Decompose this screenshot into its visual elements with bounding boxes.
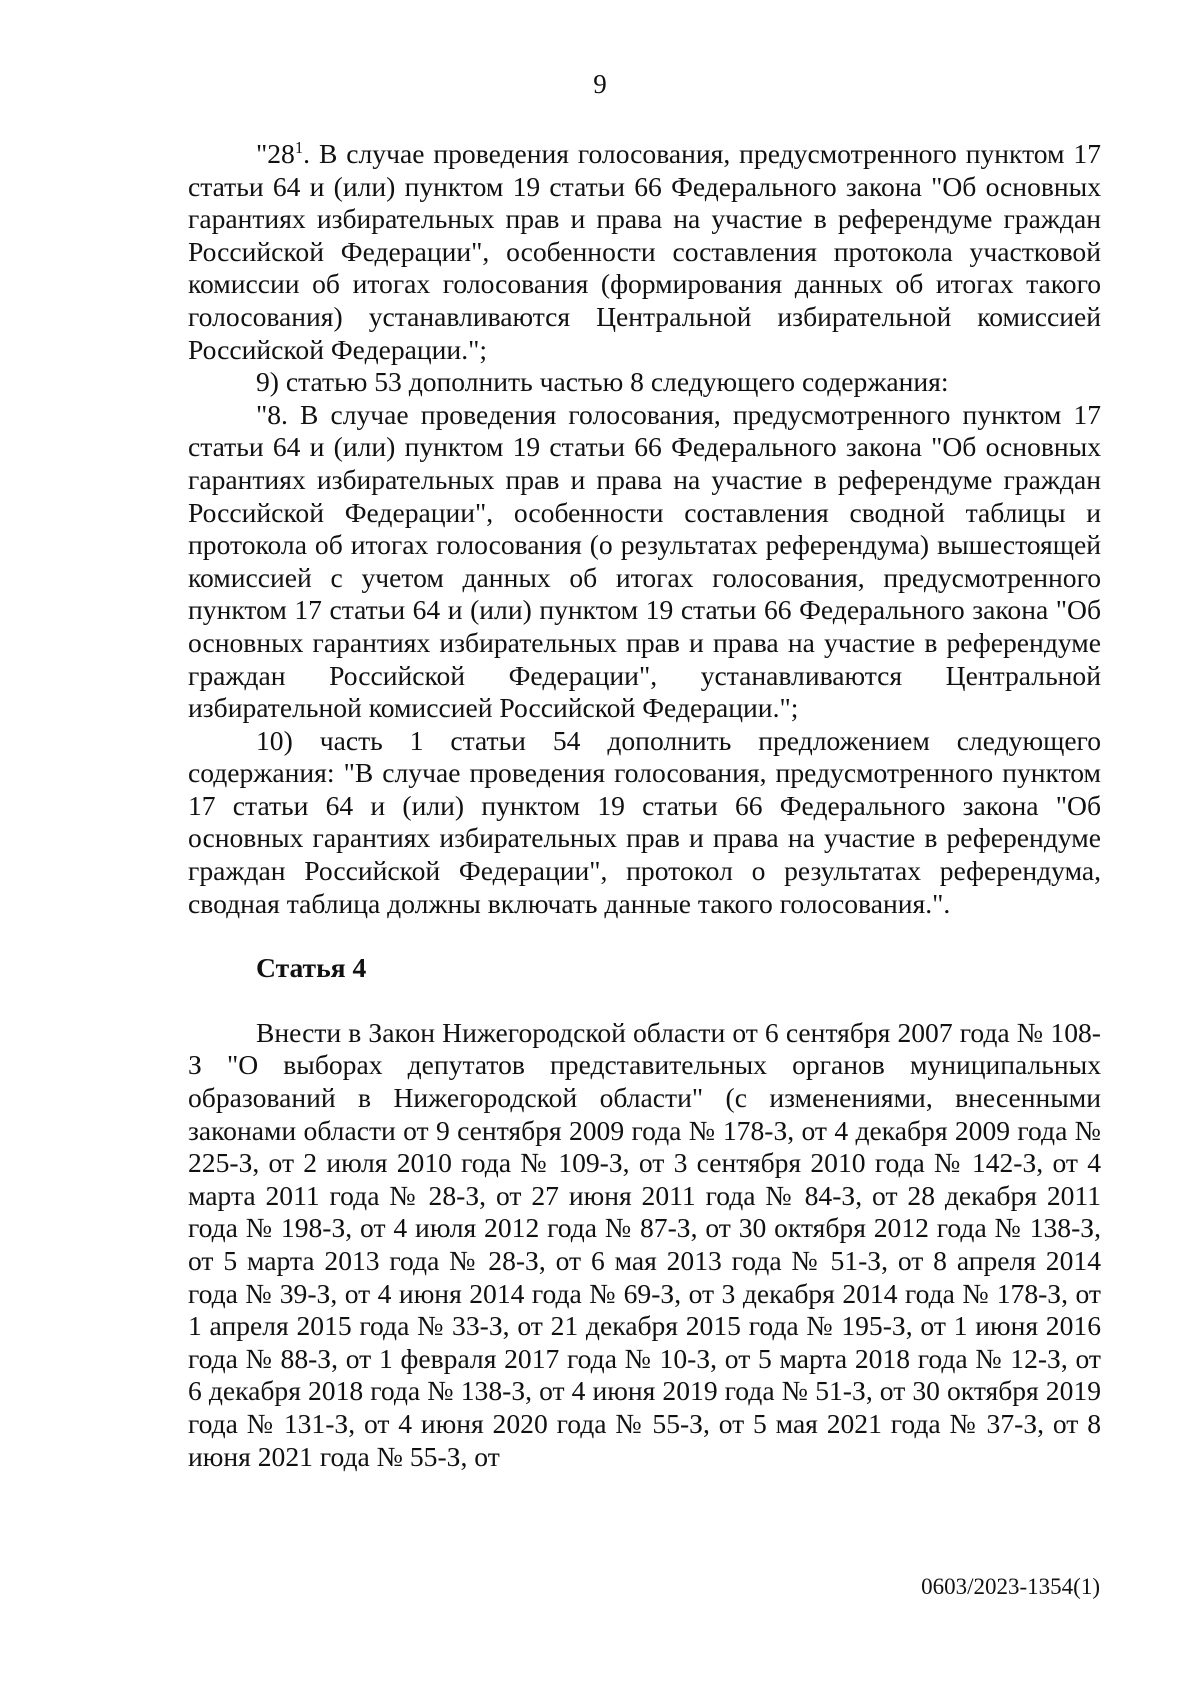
paragraph-part-8: "8. В случае проведения голосования, предусмотренного пунктом 17 статьи 64 и (или) пунктом 19 статьи 66 Федерального закона "Об основных гарантиях избирательных прав и права на участие в референдуме граждан Российской Федерации", особенности составления сводной таблицы и протокола об итогах голосования (о результатах референдума) вышестоящей комиссией с учетом данных об итогах голосования, предусмотренного пунктом 17 статьи 64 и (или) пунктом 19 статьи 66 Федерального закона "Об основных гарантиях избирательных прав и права на участие в референдуме граждан Российской Федерации", устанавливаются Центральной избирательной комиссией Российской Федерации."; (188, 398, 1101, 724)
paragraph-prefix: "28 (256, 138, 295, 169)
article-heading: Статья 4 (256, 952, 367, 984)
paragraph-article-4: Внести в Закон Нижегородской области от 6 сентября 2007 года № 108-З "О выборах депутатов представительных органов муниципальных образований в Нижегородской области" (с изменениями, внесенными законами области от 9 сентября 2009 года № 178-З, от 4 декабря 2009 года № 225-З, от 2 июля 2010 года № 109-З, от 3 сентября 2010 года № 142-З, от 4 марта 2011 года № 28-З, от 27 июня 2011 года № 84-З, от 28 декабря 2011 года № 198-З, от 4 июля 2012 года № 87-З, от 30 октября 2012 года № 138-З, от 5 марта 2013 года № 28-З, от 6 мая 2013 года № 51-З, от 8 апреля 2014 года № 39-З, от 4 июня 2014 года № 69-З, от 3 декабря 2014 года № 178-З, от 1 апреля 2015 года № 33-З, от 21 декабря 2015 года № 195-З, от 1 июня 2016 года № 88-З, от 1 февраля 2017 года № 10-З, от 5 марта 2018 года № 12-З, от 6 декабря 2018 года № 138-З, от 4 июня 2019 года № 51-З, от 30 октября 2019 года № 131-З, от 4 июня 2020 года № 55-З, от 5 мая 2021 года № 37-З, от 8 июня 2021 года № 55-З, от (188, 1016, 1101, 1472)
document-body (188, 138, 1101, 1473)
document-code: 0603/2023-1354(1) (921, 1574, 1100, 1599)
paragraph-text: . В случае проведения голосования, предусмотренного пунктом 17 статьи 64 и (или) пунктом 19 статьи 66 Федерального закона "Об основных гарантиях избирательных прав и права на участие в референдуме граждан Российской Федерации", особенности составления протокола участковой комиссии об итогах голосования (формирования данных об итогах такого голосования) устанавливаются Центральной избирательной комиссией Российской Федерации."; (188, 138, 1101, 365)
page-number: 9 (593, 69, 607, 99)
superscript: 1 (294, 137, 304, 157)
paragraph-item-9: 9) статью 53 дополнить частью 8 следующего содержания: (256, 366, 949, 398)
paragraph-item-10: 10) часть 1 статьи 54 дополнить предложением следующего содержания: "В случае проведения голосования, предусмотренного пунктом 17 статьи 64 и (или) пунктом 19 статьи 66 Федерального закона "Об основных гарантиях избирательных прав и права на участие в референдуме граждан Российской Федерации", протокол о результатах референдума, сводная таблица должны включать данные такого голосования.". (188, 724, 1101, 919)
paragraph-28-1 (188, 138, 1101, 366)
